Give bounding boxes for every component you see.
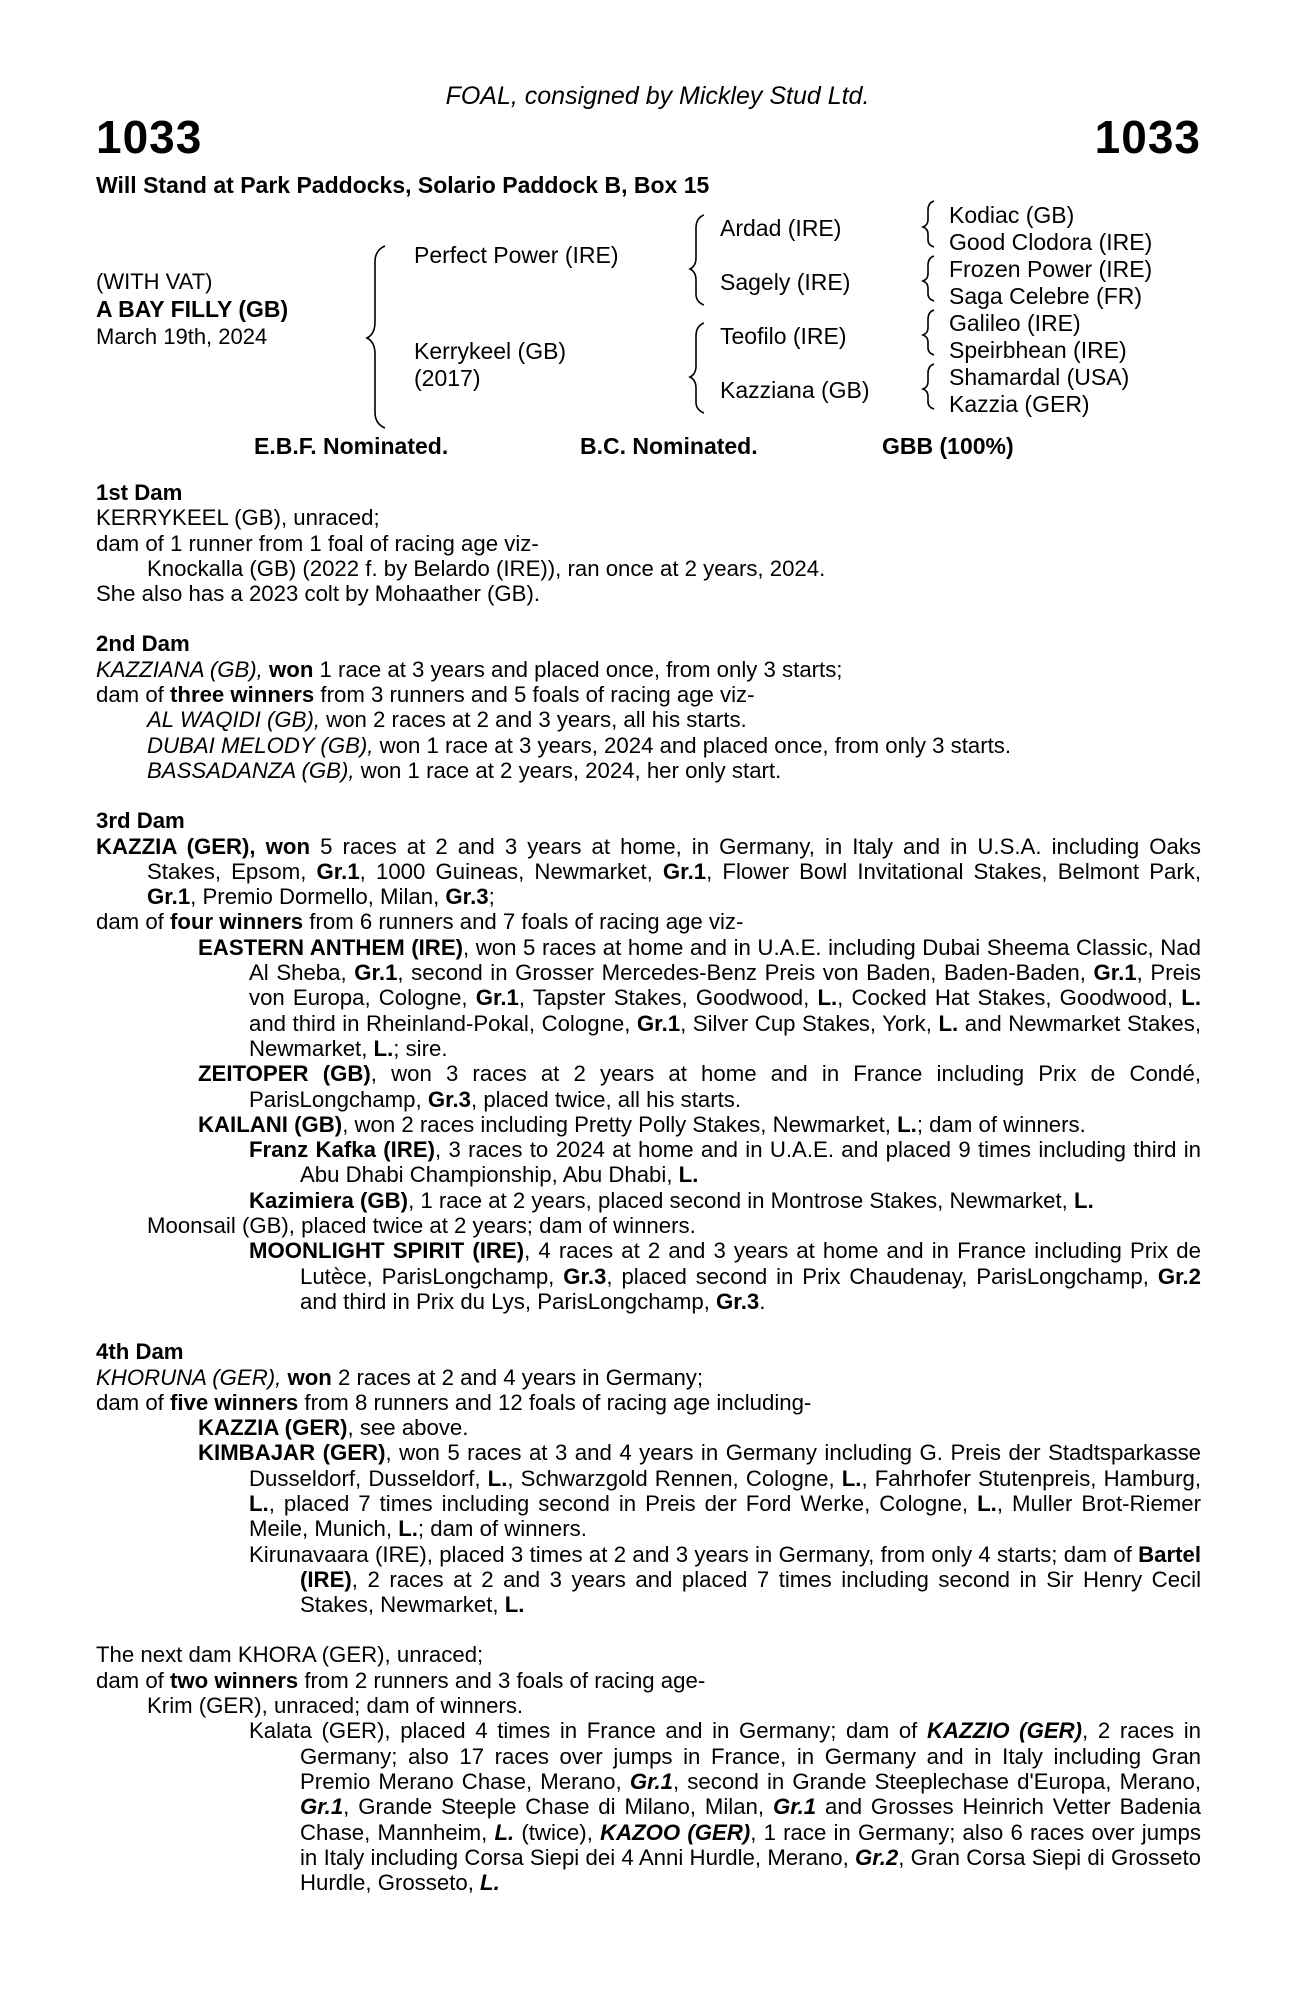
progeny-name: MOONLIGHT SPIRIT (IRE) xyxy=(249,1238,525,1264)
winners-count: three winners xyxy=(170,682,315,708)
sire-dam: Sagely (IRE) xyxy=(720,269,851,295)
dam-sire: Teofilo (IRE) xyxy=(720,323,847,349)
third-dam-line xyxy=(96,834,1201,910)
second-dam-line xyxy=(96,657,1201,682)
grade-label: Gr.2 xyxy=(855,1844,899,1870)
record-text: , Preis von Europa, Cologne, xyxy=(249,960,1201,1011)
record-text: , placed twice, all his starts. xyxy=(471,1086,742,1112)
second-dam-produce-summary xyxy=(96,682,1201,707)
record-text: , Muller Brot-Riemer Meile, Munich, xyxy=(249,1490,1201,1542)
produce-rest: from 6 runners and 7 foals of racing age viz- xyxy=(303,909,744,935)
sire-sire: Ardad (IRE) xyxy=(720,215,842,241)
record-text: . xyxy=(759,1288,766,1314)
record-text: , 2 races in Germany; also 17 races over jumps in France, in Germany and in Italy including Gran Premio Merano Chase, Merano, xyxy=(300,1718,1201,1794)
progeny-name: AL WAQIDI (GB), xyxy=(147,707,321,733)
listed-label: L. xyxy=(841,1465,862,1491)
progeny-name: DUBAI MELODY (GB), xyxy=(147,732,374,758)
progeny-name: KAZZIO (GER) xyxy=(926,1718,1083,1744)
gen3-saga-celebre: Saga Celebre (FR) xyxy=(949,283,1143,309)
lot-number-right: 1033 xyxy=(1094,111,1201,163)
second-dam-record: 1 race at 3 years and placed once, from only 3 starts; xyxy=(313,656,843,682)
record-text: Kirunavaara (IRE), placed 3 times at 2 and 3 years in Germany, from only 4 starts; dam of xyxy=(249,1541,1139,1567)
gen3-galileo: Galileo (IRE) xyxy=(949,310,1081,336)
record-text: , won 2 races including Pretty Polly Stakes, Newmarket, xyxy=(342,1111,898,1137)
listed-label: L. xyxy=(817,985,838,1011)
record-text: , Grande Steeple Chase di Milano, Milan, xyxy=(343,1794,773,1820)
record-text: and Grosses Heinrich Vetter Badenia Chase, Mannheim, xyxy=(300,1794,1201,1845)
list-item xyxy=(96,1137,1201,1188)
grade-label: Gr.3 xyxy=(445,884,489,910)
brace-dam xyxy=(690,323,704,413)
brace-ardad xyxy=(923,201,934,247)
grade-label: Gr.1 xyxy=(316,858,360,884)
record-text: , 3 races to 2024 at home and in U.A.E. and placed 9 times including third in Abu Dhabi Championship, Abu Dhabi, xyxy=(300,1137,1202,1188)
catalogue-body xyxy=(96,480,1201,1895)
fourth-dam-name: KHORUNA (GER), xyxy=(96,1364,282,1390)
next-dam-line: The next dam KHORA (GER), unraced; xyxy=(96,1642,484,1668)
first-dam-foal: Knockalla (GB) (2022 f. by Belardo (IRE)), ran once at 2 years, 2024. xyxy=(147,555,826,581)
first-dam-produce-summary: dam of 1 runner from 1 foal of racing age viz- xyxy=(96,530,539,556)
gen3-kazzia: Kazzia (GER) xyxy=(949,391,1090,417)
record-text: , won 5 races at 3 and 4 years in Germany including G. Preis der Stadtsparkasse Dusseldorf, Dusseldorf, xyxy=(249,1440,1201,1491)
record-text: , Cocked Hat Stakes, Goodwood, xyxy=(837,985,1182,1011)
second-dam-name: KAZZIANA (GB), xyxy=(96,656,263,682)
sire-name: Perfect Power (IRE) xyxy=(414,242,619,268)
list-item xyxy=(96,1718,1201,1895)
record-text: , won 5 races at home and in U.A.E. including Dubai Sheema Classic, Nad Al Sheba, xyxy=(249,934,1201,986)
third-dam-produce-summary xyxy=(96,909,1201,934)
list-item xyxy=(96,935,1201,1061)
first-dam-line: KERRYKEEL (GB), unraced; xyxy=(96,505,380,531)
progeny-record: won 1 race at 3 years, 2024 and placed once, from only 3 starts. xyxy=(373,732,1012,758)
record-text: , placed second in Prix Chaudenay, ParisLongchamp, xyxy=(606,1263,1158,1289)
produce-rest: from 2 runners and 3 foals of racing age- xyxy=(298,1667,706,1693)
progeny-name: KAILANI (GB) xyxy=(198,1111,343,1137)
listed-label: L. xyxy=(977,1490,997,1516)
listed-label: L. xyxy=(1074,1187,1094,1213)
listed-label: L. xyxy=(480,1870,500,1896)
record-text: and Newmarket Stakes, Newmarket, xyxy=(249,1010,1202,1061)
horse-dob: March 19th, 2024 xyxy=(96,324,268,349)
next-dam-produce-summary xyxy=(96,1668,1201,1693)
brace-sagely xyxy=(923,256,934,301)
ebf-nomination: E.B.F. Nominated. xyxy=(254,433,449,459)
fourth-dam-line xyxy=(96,1365,1201,1390)
won-label: won xyxy=(269,656,314,682)
grade-label: Gr.1 xyxy=(147,884,191,910)
dam-dam: Kazziana (GB) xyxy=(720,377,870,403)
record-text: , Fahrhofer Stutenpreis, Hamburg, xyxy=(861,1465,1201,1491)
listed-label: L. xyxy=(897,1111,917,1137)
record-text: , Schwarzgold Rennen, Cologne, xyxy=(507,1465,842,1491)
record-text: , Silver Cup Stakes, York, xyxy=(680,1010,939,1036)
third-dam-heading: 3rd Dam xyxy=(96,808,185,834)
progeny-name: Franz Kafka (IRE) xyxy=(249,1137,436,1163)
third-dam-name: KAZZIA (GER), xyxy=(96,833,256,859)
brace-sire xyxy=(690,215,704,305)
list-item xyxy=(96,1542,1201,1618)
record-text: ; dam of winners. xyxy=(916,1111,1086,1137)
brace-main xyxy=(367,246,385,428)
progeny-record: won 1 race at 2 years, 2024, her only start. xyxy=(354,757,782,783)
record-text: Kalata (GER), placed 4 times in France and in Germany; dam of xyxy=(249,1718,927,1744)
second-dam-heading: 2nd Dam xyxy=(96,631,190,657)
stand-location: Will Stand at Park Paddocks, Solario Paddock B, Box 15 xyxy=(96,172,710,198)
gen3-speirbhean: Speirbhean (IRE) xyxy=(949,337,1127,363)
brace-teofilo xyxy=(923,310,934,355)
vat-note: (WITH VAT) xyxy=(96,269,213,294)
first-dam-note: She also has a 2023 colt by Mohaather (GB). xyxy=(96,581,540,607)
record-text: , 1 race at 2 years, placed second in Montrose Stakes, Newmarket, xyxy=(408,1187,1075,1213)
progeny-name: KAZZIA (GER) xyxy=(198,1415,348,1441)
listed-label: L. xyxy=(504,1592,525,1618)
progeny-name: Bartel (IRE) xyxy=(300,1541,1201,1592)
gen3-frozen-power: Frozen Power (IRE) xyxy=(949,256,1153,282)
record-text: , won 3 races at 2 years at home and in France including Prix de Condé, ParisLongchamp, xyxy=(249,1061,1201,1112)
dam-of-label: dam of xyxy=(96,1389,170,1415)
record-text: 2 races at 2 and 4 years in Germany; xyxy=(331,1364,704,1390)
record-text: and third in Rheinland-Pokal, Cologne, xyxy=(249,1010,637,1036)
brace-kazziana xyxy=(923,364,934,409)
gen3-kodiac: Kodiac (GB) xyxy=(949,202,1075,228)
progeny-name: ZEITOPER (GB) xyxy=(198,1061,371,1087)
lot-number-left: 1033 xyxy=(96,111,203,163)
list-item xyxy=(96,1061,1201,1112)
winners-count: five winners xyxy=(170,1389,299,1415)
dam-of-label: dam of xyxy=(96,682,170,708)
listed-label: L. xyxy=(494,1819,515,1845)
won-label: won xyxy=(265,833,311,859)
list-item: Moonsail (GB), placed twice at 2 years; dam of winners. xyxy=(147,1213,696,1239)
list-item: Krim (GER), unraced; dam of winners. xyxy=(147,1693,524,1719)
record-text: and third in Prix du Lys, ParisLongchamp, xyxy=(300,1288,717,1314)
dam-of-label: dam of xyxy=(96,1667,170,1693)
record-text: ; sire. xyxy=(393,1035,448,1061)
bc-nomination: B.C. Nominated. xyxy=(580,433,758,459)
listed-label: L. xyxy=(678,1162,699,1188)
listed-label: L. xyxy=(938,1010,959,1036)
winners-count: four winners xyxy=(170,909,304,935)
listed-label: L. xyxy=(373,1035,394,1061)
record-text: , 1 race in Germany; also 6 races over jumps in Italy including Corsa Siepi dei 4 Anni Hurdle, Merano, xyxy=(300,1819,1201,1870)
record-text: 5 races at 2 and 3 years at home, in Germany, in Italy and in U.S.A. including Oaks Stakes, Epsom, xyxy=(147,833,1201,884)
record-text: , Flower Bowl Invitational Stakes, Belmont Park, xyxy=(706,858,1202,884)
list-item xyxy=(96,1440,1201,1541)
winners-count: two winners xyxy=(170,1667,299,1693)
record-text: , second in Grande Steeplechase d'Europa, Merano, xyxy=(672,1768,1201,1794)
grade-label: Gr.1 xyxy=(475,985,519,1011)
gbb-status: GBB (100%) xyxy=(882,433,1014,459)
first-dam-heading: 1st Dam xyxy=(96,480,183,505)
listed-label: L. xyxy=(249,1490,269,1516)
record-text: , placed 7 times including second in Preis der Ford Werke, Cologne, xyxy=(268,1490,978,1516)
grade-label: Gr.3 xyxy=(427,1086,472,1112)
list-item xyxy=(96,758,1201,783)
horse-name: A BAY FILLY (GB) xyxy=(96,296,289,322)
grade-label: Gr.1 xyxy=(636,1010,681,1036)
listed-label: L. xyxy=(1181,985,1201,1011)
gen3-good-clodora: Good Clodora (IRE) xyxy=(949,229,1153,255)
consignor-line: FOAL, consigned by Mickley Stud Ltd. xyxy=(445,82,870,110)
record-text: , 2 races at 2 and 3 years and placed 7 times including second in Sir Henry Cecil Stakes, Newmarket, xyxy=(300,1566,1201,1618)
grade-label: Gr.1 xyxy=(1093,960,1137,986)
record-text: , 1000 Guineas, Newmarket, xyxy=(359,858,663,884)
progeny-name: KIMBAJAR (GER) xyxy=(198,1440,386,1466)
fourth-dam-heading: 4th Dam xyxy=(96,1339,184,1365)
produce-rest: from 8 runners and 12 foals of racing age including- xyxy=(298,1389,812,1415)
produce-rest: from 3 runners and 5 foals of racing age viz- xyxy=(314,682,755,708)
progeny-name: EASTERN ANTHEM (IRE) xyxy=(198,934,464,960)
dam-of-label: dam of xyxy=(96,909,170,935)
list-item xyxy=(96,1415,1201,1440)
grade-label: Gr.1 xyxy=(300,1794,344,1820)
record-text: , Tapster Stakes, Goodwood, xyxy=(518,985,818,1011)
list-item xyxy=(96,733,1201,758)
record-text: , Gran Corsa Siepi di Grosseto Hurdle, Grosseto, xyxy=(300,1844,1201,1896)
gen3-shamardal: Shamardal (USA) xyxy=(949,364,1130,390)
record-text: , Premio Dormello, Milan, xyxy=(190,884,446,910)
progeny-record: won 2 races at 2 and 3 years, all his starts. xyxy=(320,707,747,733)
listed-label: L. xyxy=(398,1516,418,1542)
grade-label: Gr.1 xyxy=(772,1794,817,1820)
grade-label: Gr.1 xyxy=(354,960,398,986)
progeny-name: BASSADANZA (GB), xyxy=(147,757,355,783)
list-item xyxy=(96,1188,1201,1213)
dam-name: Kerrykeel (GB) xyxy=(414,338,567,364)
record-text: , second in Grosser Mercedes-Benz Preis von Baden, Baden-Baden, xyxy=(397,960,1094,986)
grade-label: Gr.2 xyxy=(1157,1263,1201,1289)
won-label: won xyxy=(287,1364,332,1390)
record-text: ; xyxy=(488,884,495,910)
list-item xyxy=(96,1112,1201,1137)
dam-year: (2017) xyxy=(414,365,481,391)
grade-label: Gr.3 xyxy=(563,1263,607,1289)
list-item xyxy=(96,707,1201,732)
grade-label: Gr.3 xyxy=(716,1288,760,1314)
grade-label: Gr.1 xyxy=(662,858,707,884)
record-text: , 4 races at 2 and 3 years at home and in France including Prix de Lutèce, ParisLongchamp, xyxy=(300,1238,1201,1289)
progeny-name: KAZOO (GER) xyxy=(600,1819,751,1845)
progeny-name: Kazimiera (GB) xyxy=(249,1187,409,1213)
record-text: ; dam of winners. xyxy=(417,1516,587,1542)
record-text: (twice), xyxy=(514,1819,601,1845)
list-item xyxy=(96,1238,1201,1314)
fourth-dam-produce-summary xyxy=(96,1390,1201,1415)
listed-label: L. xyxy=(487,1465,508,1491)
record-text: , see above. xyxy=(347,1415,469,1441)
grade-label: Gr.1 xyxy=(629,1768,673,1794)
